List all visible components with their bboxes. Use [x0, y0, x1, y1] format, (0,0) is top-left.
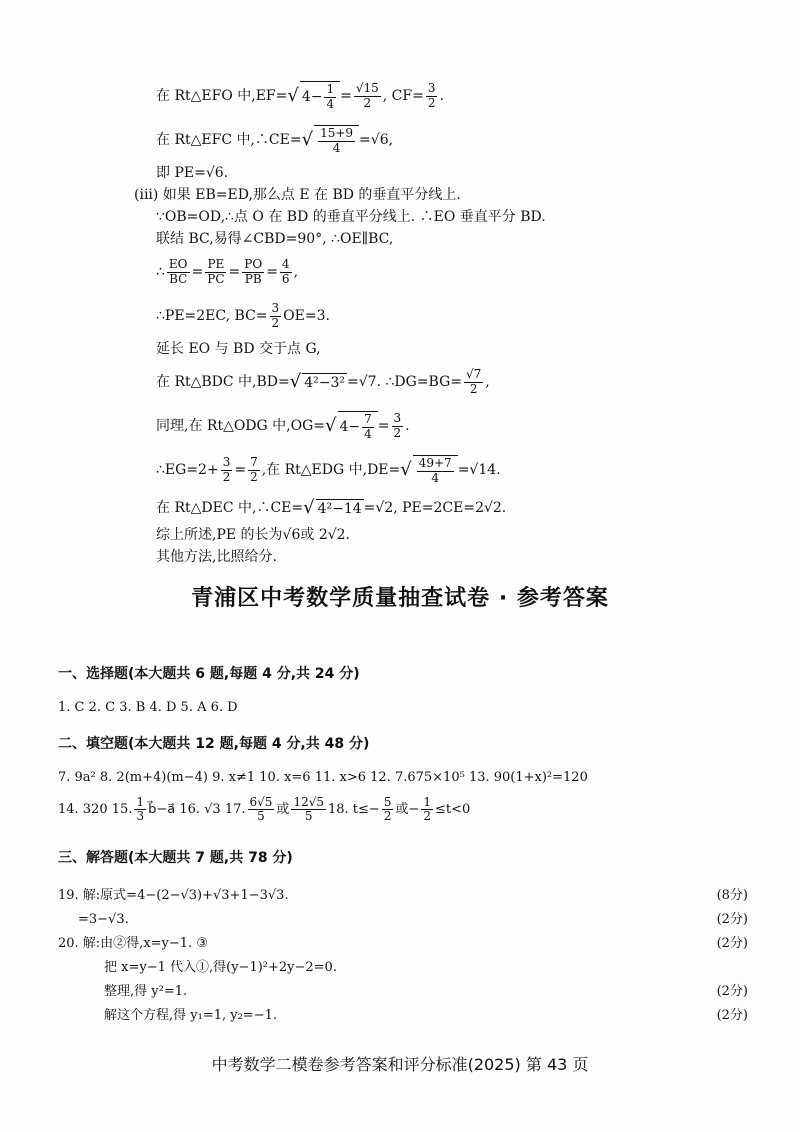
score: (2分)	[716, 1008, 748, 1024]
score: (2分)	[716, 912, 748, 928]
text: =√6,	[359, 131, 394, 148]
page-footer: 中考数学二模卷参考答案和评分标准(2025) 第 43 页	[211, 1055, 589, 1074]
fraction: $\frac{PO}{PB}$	[244, 257, 263, 286]
score: (8分)	[716, 888, 748, 904]
solutions-list	[58, 884, 748, 1028]
solution-line: =3−√3. (2分)	[78, 912, 748, 928]
fraction: $\frac{4}{6}$	[281, 257, 290, 286]
text: 14. 320 15.	[58, 801, 133, 817]
sqrt-expression: √ 4− $\frac{7}{4}$	[325, 411, 378, 440]
text: 延长 EO 与 BD 交于点 G,	[156, 340, 321, 357]
text: ≤t<0	[435, 801, 471, 817]
section-heading-solutions: 三、解答题(本大题共 7 题,共 78 分)	[58, 850, 293, 866]
fraction: $\frac{7}{4}$	[364, 412, 372, 441]
line-bc	[156, 294, 716, 338]
text: =	[377, 417, 390, 434]
text: .	[405, 417, 410, 434]
fraction: $\frac{1}{2}$	[423, 795, 432, 824]
solution-line: 解这个方程,得 y₁=1, y₂=−1. (2分)	[104, 1008, 748, 1024]
line-og	[156, 404, 716, 448]
line-pe	[156, 162, 716, 184]
text: b⃗−a⃗ 16. √3 17.	[148, 801, 246, 817]
fill-answers-row-2	[58, 796, 470, 823]
text: =	[228, 263, 241, 280]
sqrt-expression: √ $\frac{15+9}{4}$	[302, 125, 359, 154]
text: ,	[485, 373, 490, 390]
text: , CF=	[382, 87, 424, 104]
line-summary	[156, 524, 716, 546]
fraction: $\frac{EO}{BC}$	[168, 257, 188, 286]
solution-continuation	[134, 74, 716, 568]
text: =	[234, 461, 247, 478]
text: 同理,在 Rt△ODG 中,OG=	[156, 417, 326, 434]
line-eg	[156, 448, 716, 492]
text: ,在 Rt△EDG 中,DE=	[261, 461, 401, 478]
fraction: $\frac{√15}{2}$	[355, 81, 379, 110]
text: .	[439, 87, 444, 104]
line-ef	[156, 74, 716, 118]
line-extend	[156, 338, 716, 360]
fraction: $\frac{12√5}{5}$	[293, 795, 324, 824]
fraction: $\frac{5}{2}$	[383, 795, 392, 824]
text: =√2, PE=2CE=2√2.	[363, 499, 507, 516]
text: 其他方法,比照给分.	[156, 548, 277, 565]
text: =√14.	[457, 461, 501, 478]
fill-answers-row-1: 7. 9a² 8. 2(m+4)(m−4) 9. x≠1 10. x=6 11. x>6 12. 7.675×10⁵ 13. 90(1+x)²=120	[58, 770, 588, 785]
text: =	[266, 263, 278, 280]
line-perp	[156, 206, 716, 228]
fraction: $\frac{7}{2}$	[250, 455, 258, 484]
fraction: $\frac{6√5}{5}$	[249, 795, 273, 824]
text: 4−	[339, 418, 361, 435]
line-bd	[156, 360, 716, 404]
solution-line: 20. 解:由②得,x=y−1. ③ (2分)	[58, 936, 748, 952]
section-heading-choice: 一、选择题(本大题共 6 题,每题 4 分,共 24 分)	[58, 666, 360, 682]
fraction: $\frac{1}{3}$	[136, 795, 145, 824]
fraction: $\frac{1}{4}$	[326, 82, 335, 111]
line-ce	[156, 118, 716, 162]
text: =√7. ∴DG=BG=	[347, 373, 462, 390]
score: (2分)	[716, 936, 748, 952]
text: =	[191, 263, 204, 280]
sqrt-expression: √ 4²−3²	[289, 371, 346, 393]
choice-answers: 1. C 2. C 3. B 4. D 5. A 6. D	[58, 700, 238, 715]
fraction: $\frac{3}{2}$	[222, 455, 231, 484]
text: 4−	[301, 88, 323, 105]
text: ∵OB=OD,∴点 O 在 BD 的垂直平分线上. ∴EO 垂直平分 BD.	[156, 208, 546, 225]
text: 即 PE=√6.	[156, 164, 229, 181]
text: 联结 BC,易得∠CBD=90°, ∴OE∥BC,	[156, 230, 394, 247]
text: =	[340, 87, 352, 104]
solution-line: 整理,得 y²=1. (2分)	[104, 984, 748, 1000]
fraction: $\frac{49+7}{4}$	[418, 456, 452, 485]
text: ∴	[156, 263, 165, 280]
sqrt-expression: √ 4− $\frac{1}{4}$	[287, 81, 340, 110]
text: 18. t≤−	[328, 801, 380, 817]
text: 或−	[395, 801, 420, 817]
line-case-iii	[134, 184, 716, 206]
text: OE=3.	[283, 307, 330, 324]
text: ,	[293, 263, 299, 280]
line-ce-final	[156, 492, 716, 524]
fraction: $\frac{PE}{PC}$	[207, 257, 225, 286]
text: ∴EG=2+	[156, 461, 219, 478]
solution-line: 把 x=y−1 代入①,得(y−1)²+2y−2=0.	[104, 960, 337, 976]
sqrt-expression: √ 4²−14	[303, 497, 362, 519]
line-ratios	[156, 250, 716, 294]
score: (2分)	[716, 984, 748, 1000]
section-heading-fill: 二、填空题(本大题共 12 题,每题 4 分,共 48 分)	[58, 736, 370, 752]
line-note	[156, 546, 716, 568]
text: 在 Rt△EFO 中,EF=	[156, 87, 288, 104]
text: (iii) 如果 EB=ED,那么点 E 在 BD 的垂直平分线上.	[134, 186, 461, 203]
fraction: $\frac{3}{2}$	[393, 411, 402, 440]
line-parallel	[156, 228, 716, 250]
text: 或	[276, 801, 290, 817]
sqrt-expression: √ $\frac{49+7}{4}$	[400, 455, 457, 484]
solution-line: 19. 解:原式=4−(2−√3)+√3+1−3√3. (8分)	[58, 888, 748, 904]
text: ∴PE=2EC, BC=	[156, 307, 268, 324]
text: 在 Rt△DEC 中,∴CE=	[156, 499, 304, 516]
text: 综上所述,PE 的长为√6或 2√2.	[156, 526, 351, 543]
text: 在 Rt△BDC 中,BD=	[156, 373, 290, 390]
fraction: $\frac{15+9}{4}$	[320, 126, 354, 155]
fraction: $\frac{√7}{2}$	[466, 367, 482, 396]
fraction: $\frac{3}{2}$	[427, 81, 436, 110]
page-title: 青浦区中考数学质量抽查试卷 · 参考答案	[191, 586, 609, 611]
text: 在 Rt△EFC 中,∴CE=	[156, 131, 302, 148]
fraction: $\frac{3}{2}$	[271, 301, 280, 330]
